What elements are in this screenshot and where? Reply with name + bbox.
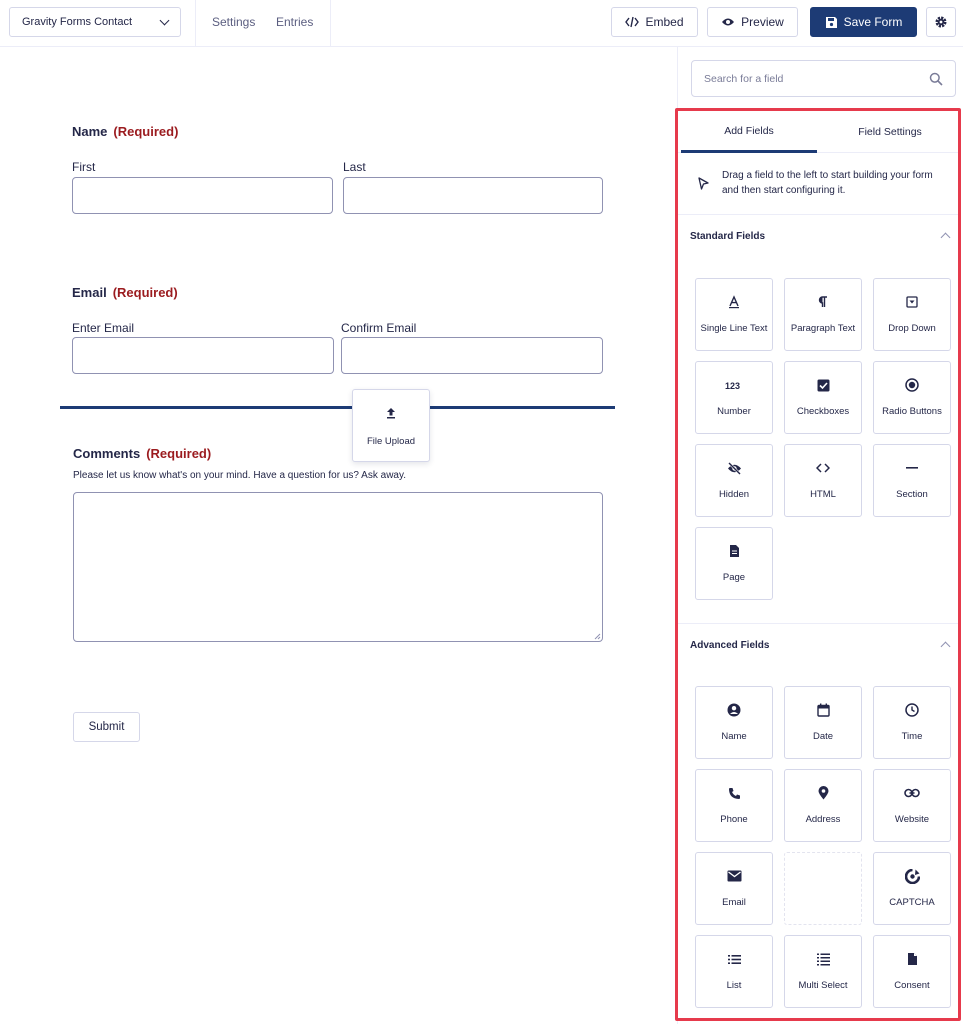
- code-icon: [816, 460, 830, 476]
- field-tile-multi-select[interactable]: [784, 935, 862, 1008]
- field-tile-phone[interactable]: [695, 769, 773, 842]
- field-tile-label: Page: [722, 572, 746, 583]
- field-tile-empty-slot: [784, 852, 862, 925]
- multi-list-icon: [817, 951, 830, 967]
- drag-hint: [678, 153, 958, 215]
- chevron-up-icon[interactable]: [941, 233, 951, 243]
- field-tile-label: Website: [894, 814, 930, 825]
- field-tile-paragraph-text[interactable]: [784, 278, 862, 351]
- save-icon: [825, 16, 838, 29]
- field-tile-captcha[interactable]: [873, 852, 951, 925]
- form-switcher-label: Gravity Forms Contact: [22, 16, 133, 28]
- field-tile-list[interactable]: [695, 935, 773, 1008]
- field-tile-label: Drop Down: [888, 323, 936, 334]
- search-icon: [929, 72, 943, 86]
- radio-icon: [905, 377, 919, 393]
- svg-text:123: 123: [725, 381, 741, 391]
- eye-icon: [721, 17, 735, 27]
- last-name-input[interactable]: [343, 177, 603, 214]
- email-field-label: Email: [72, 285, 107, 300]
- field-tile-label: Paragraph Text: [790, 323, 856, 334]
- field-tile-time[interactable]: [873, 686, 951, 759]
- field-tile-label: Radio Buttons: [882, 406, 942, 417]
- list-icon: [728, 951, 741, 967]
- field-tile-label: Consent: [894, 980, 930, 991]
- chevron-down-icon: [160, 15, 170, 25]
- code-icon: [625, 16, 639, 28]
- required-indicator: (Required): [146, 446, 212, 461]
- advanced-fields-title: Advanced Fields: [690, 640, 770, 651]
- save-form-label: Save Form: [843, 15, 903, 29]
- field-picker-panel: [675, 108, 961, 1021]
- upload-icon: [385, 406, 397, 424]
- cursor-arrow-icon: [698, 177, 709, 190]
- field-tile-label: Date: [812, 731, 834, 742]
- user-circle-icon: [727, 702, 741, 718]
- comments-textarea[interactable]: [73, 492, 603, 642]
- field-tile-label: Phone: [720, 814, 748, 825]
- field-tile-label: HTML: [810, 489, 836, 500]
- advanced-fields-header[interactable]: [678, 625, 958, 665]
- page-icon: [729, 543, 740, 559]
- clock-icon: [905, 702, 919, 718]
- checkbox-icon: [817, 377, 830, 393]
- dragged-field-label: File Upload: [366, 436, 416, 447]
- chevron-up-icon[interactable]: [941, 642, 951, 652]
- field-tile-radio-buttons[interactable]: [873, 361, 951, 434]
- field-tile-page[interactable]: [695, 527, 773, 600]
- document-icon: [907, 951, 918, 967]
- enter-email-label: Enter Email: [72, 321, 135, 335]
- field-tile-label: CAPTCHA: [889, 897, 935, 908]
- field-tile-label: Multi Select: [798, 980, 848, 991]
- embed-button[interactable]: [611, 7, 698, 37]
- field-tile-name[interactable]: [695, 686, 773, 759]
- field-tile-label: Number: [717, 406, 751, 417]
- field-tile-label: List: [726, 980, 742, 991]
- standard-fields-header[interactable]: [678, 216, 958, 256]
- tab-add-fields[interactable]: Add Fields: [681, 111, 817, 153]
- gear-icon: [934, 15, 948, 29]
- embed-label: Embed: [645, 15, 684, 29]
- email-input[interactable]: [72, 337, 334, 374]
- drop-position-indicator: [60, 406, 615, 409]
- phone-icon: [728, 785, 741, 801]
- required-indicator: (Required): [112, 285, 178, 300]
- field-tile-label: Name: [721, 731, 747, 742]
- field-tile-website[interactable]: [873, 769, 951, 842]
- drag-hint-text: Drag a field to the left to start building your form and then start configuring it.: [722, 170, 933, 196]
- tab-field-settings[interactable]: Field Settings: [858, 126, 922, 138]
- nav-entries-link[interactable]: Entries: [276, 15, 314, 29]
- confirm-email-label: Confirm Email: [341, 321, 417, 335]
- standard-fields-title: Standard Fields: [690, 231, 766, 242]
- toolbar-divider: [330, 0, 331, 46]
- name-field-label: Name: [72, 124, 108, 139]
- minus-icon: [906, 460, 918, 476]
- section-divider: [678, 623, 958, 624]
- calendar-icon: [817, 702, 830, 718]
- toolbar-divider: [195, 0, 196, 46]
- resize-grip-icon[interactable]: [593, 632, 601, 640]
- number-123-icon: [725, 377, 743, 393]
- name-field-title[interactable]: [72, 124, 178, 139]
- last-name-label: Last: [343, 160, 366, 174]
- preview-label: Preview: [741, 15, 784, 29]
- top-toolbar: [0, 0, 963, 47]
- dropdown-box-icon: [906, 294, 918, 310]
- field-tile-section[interactable]: [873, 444, 951, 517]
- field-tile-date[interactable]: [784, 686, 862, 759]
- comments-field-title[interactable]: [73, 446, 211, 461]
- envelope-icon: [727, 868, 742, 884]
- captcha-icon: [905, 868, 920, 884]
- field-tile-checkboxes[interactable]: [784, 361, 862, 434]
- field-tile-label: Checkboxes: [796, 406, 850, 417]
- comments-field-label: Comments: [73, 446, 141, 461]
- text-a-icon: [727, 294, 741, 310]
- field-tile-label: Address: [805, 814, 841, 825]
- field-tile-number[interactable]: [695, 361, 773, 434]
- field-tile-email[interactable]: [695, 852, 773, 925]
- field-search-input[interactable]: [691, 60, 956, 97]
- field-tile-hidden[interactable]: [695, 444, 773, 517]
- eye-off-icon: [727, 460, 742, 476]
- field-tile-address[interactable]: [784, 769, 862, 842]
- nav-settings-link[interactable]: Settings: [212, 15, 256, 29]
- search-placeholder: Search for a field: [704, 72, 784, 85]
- link-icon: [904, 785, 920, 801]
- field-tile-drop-down[interactable]: [873, 278, 951, 351]
- preview-button[interactable]: [707, 7, 798, 37]
- field-tile-label: Email: [722, 897, 746, 908]
- sidebar-tabs: [678, 111, 958, 153]
- field-tile-single-line-text[interactable]: [695, 278, 773, 351]
- field-tile-consent[interactable]: [873, 935, 951, 1008]
- field-tile-label: Time: [901, 731, 923, 742]
- required-indicator: (Required): [113, 124, 179, 139]
- save-form-button[interactable]: [810, 7, 917, 37]
- pilcrow-icon: [818, 294, 828, 310]
- form-settings-button[interactable]: [926, 7, 956, 37]
- submit-button[interactable]: Submit: [73, 712, 140, 742]
- form-switcher-dropdown[interactable]: [9, 7, 181, 37]
- field-tile-html[interactable]: [784, 444, 862, 517]
- field-tile-label: Hidden: [718, 489, 750, 500]
- comments-description: Please let us know what's on your mind. Have a question for us? Ask away.: [73, 470, 407, 481]
- map-pin-icon: [818, 785, 829, 801]
- first-name-label: First: [72, 160, 96, 174]
- first-name-input[interactable]: [72, 177, 333, 214]
- dragged-field-file-upload[interactable]: [352, 389, 430, 462]
- field-tile-label: Section: [896, 489, 928, 500]
- confirm-email-input[interactable]: [341, 337, 603, 374]
- field-tile-label: Single Line Text: [700, 323, 768, 334]
- email-field-title[interactable]: [72, 285, 178, 300]
